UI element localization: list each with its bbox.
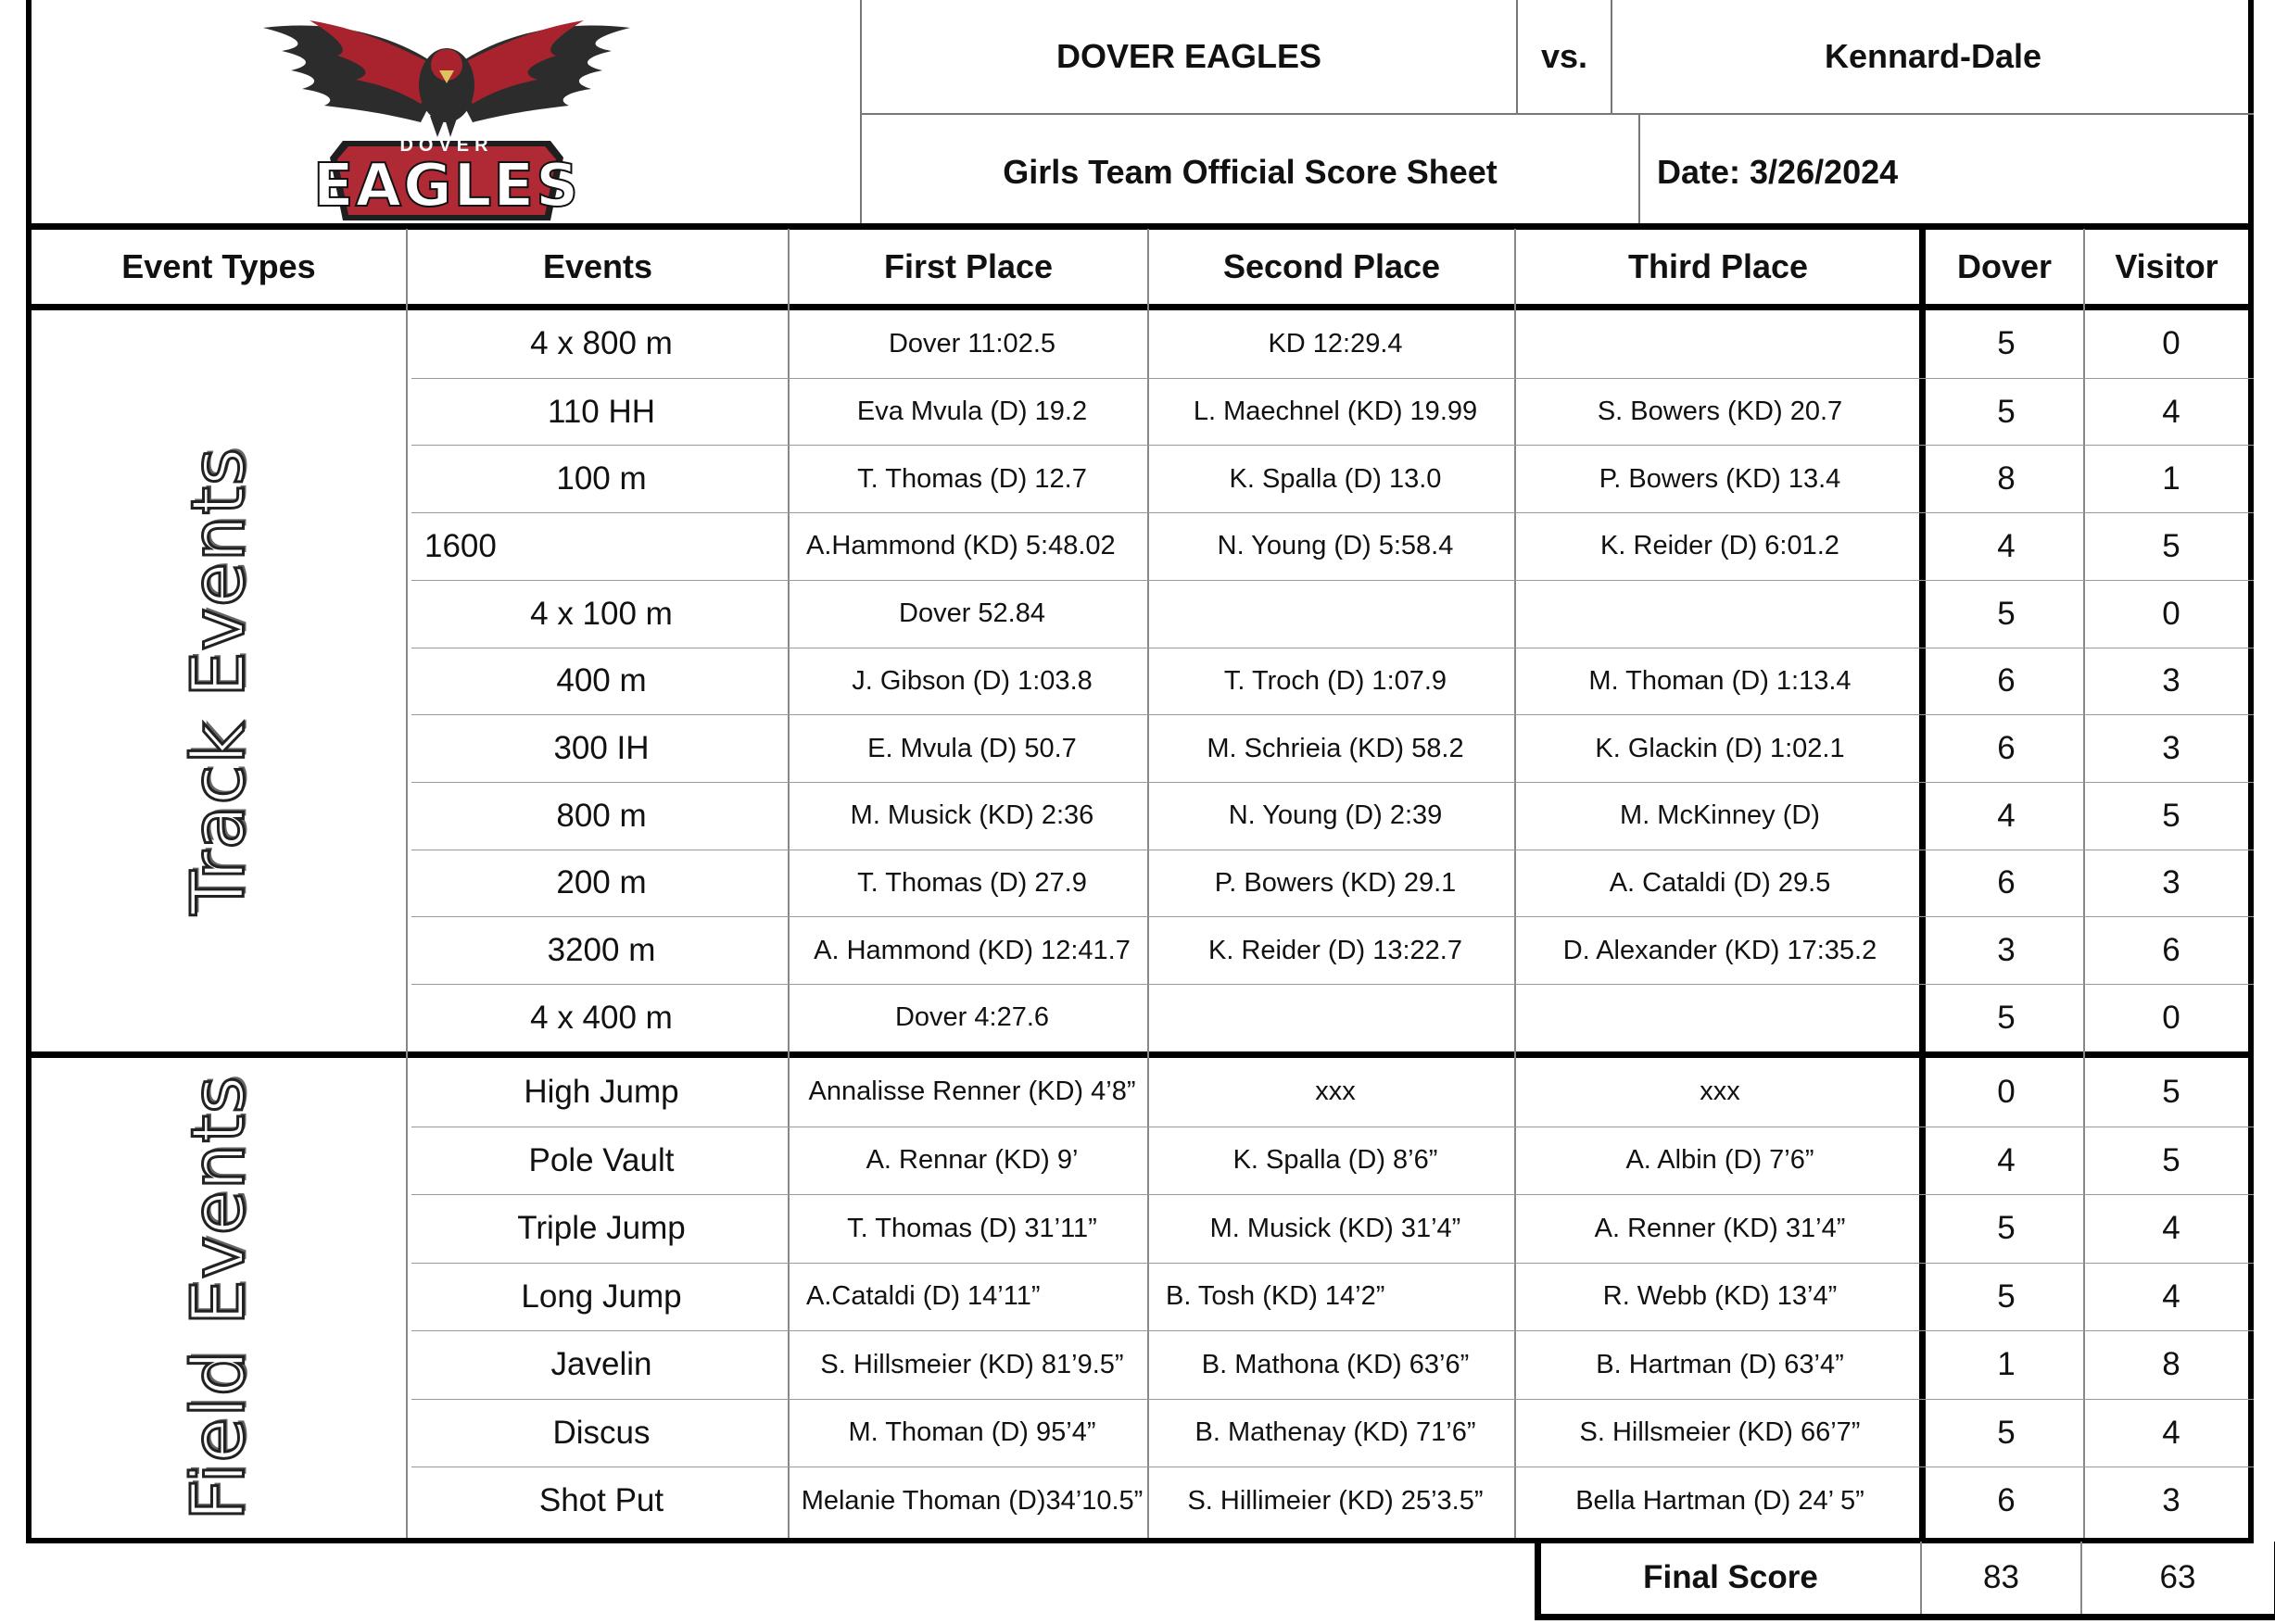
visitor-points: 4 (2162, 1278, 2180, 1315)
second-place: N. Young (D) 5:58.4 (1217, 531, 1454, 561)
final-score-dover: 83 (1983, 1559, 2019, 1595)
event-name: Pole Vault (528, 1141, 675, 1178)
table-row (411, 378, 2254, 446)
second-place: S. Hillimeier (KD) 25’3.5” (1187, 1485, 1484, 1516)
event-name: Javelin (550, 1346, 652, 1383)
visitor-points: 0 (2162, 325, 2180, 362)
final-score-visitor: 63 (2159, 1559, 2196, 1595)
first-place: Melanie Thoman (D)34’10.5” (801, 1485, 1144, 1516)
visitor-points: 4 (2162, 393, 2180, 430)
visitor-points: 5 (2162, 1073, 2180, 1110)
third-place (1520, 581, 1920, 648)
first-place: Dover 11:02.5 (888, 328, 1056, 359)
second-place: B. Mathona (KD) 63’6” (1201, 1349, 1470, 1379)
visitor-team-name: Kennard-Dale (1824, 37, 2042, 75)
visitor-points: 3 (2162, 730, 2180, 767)
table-row (411, 580, 2254, 648)
event-name: 300 IH (553, 730, 650, 767)
third-place: K. Glackin (D) 1:02.1 (1595, 733, 1845, 763)
dover-points: 5 (1997, 1210, 2016, 1247)
third-place (1520, 985, 1920, 1051)
second-place: xxx (1315, 1076, 1356, 1107)
third-place: M. Thoman (D) 1:13.4 (1588, 665, 1852, 696)
dover-points: 6 (1997, 864, 2016, 901)
third-place: P. Bowers (KD) 13.4 (1599, 463, 1841, 494)
event-name: 4 x 400 m (530, 999, 673, 1036)
dover-points: 4 (1997, 1141, 2016, 1178)
dover-points: 0 (1997, 1073, 2016, 1110)
dover-points: 3 (1997, 932, 2016, 969)
sheet-title: Girls Team Official Score Sheet (1003, 152, 1498, 191)
event-name: 4 x 100 m (530, 595, 673, 632)
dover-points: 5 (1997, 999, 2016, 1036)
col-header-first-place: First Place (883, 247, 1054, 285)
table-row (411, 1194, 2254, 1263)
third-place: Bella Hartman (D) 24’ 5” (1575, 1485, 1864, 1516)
dover-points: 4 (1997, 527, 2016, 564)
third-place: B. Hartman (D) 63’4” (1596, 1349, 1844, 1379)
first-place: Dover 52.84 (899, 598, 1045, 629)
table-row (411, 1263, 2254, 1331)
first-place: M. Thoman (D) 95’4” (848, 1417, 1096, 1448)
second-place: P. Bowers (KD) 29.1 (1214, 867, 1457, 898)
logo-text-large: EAGLES (312, 152, 581, 220)
visitor-points: 8 (2162, 1346, 2180, 1383)
third-place: xxx (1700, 1076, 1740, 1107)
event-name: 4 x 800 m (530, 325, 673, 362)
event-name: 1600 (424, 527, 497, 564)
table-row (411, 648, 2254, 715)
dover-points: 4 (1997, 797, 2016, 834)
col-header-events: Events (542, 247, 653, 285)
second-place: KD 12:29.4 (1268, 328, 1403, 359)
visitor-points: 6 (2162, 932, 2180, 969)
vs-label: vs. (1540, 37, 1588, 75)
dover-points: 5 (1997, 1414, 2016, 1451)
second-place: K. Reider (D) 13:22.7 (1207, 935, 1462, 965)
second-place: M. Schrieia (KD) 58.2 (1207, 733, 1464, 763)
dover-points: 6 (1997, 730, 2016, 767)
dover-points: 1 (1997, 1346, 2016, 1383)
score-table (26, 229, 2254, 1543)
third-place: S. Hillsmeier (KD) 66’7” (1579, 1417, 1861, 1448)
dover-points: 8 (1997, 460, 2016, 497)
dover-points: 5 (1997, 393, 2016, 430)
final-score-box (1535, 1542, 2275, 1620)
table-row (411, 512, 2254, 580)
event-name: 100 m (556, 460, 647, 497)
first-place: J. Gibson (D) 1:03.8 (852, 665, 1093, 696)
first-place: A.Cataldi (D) 14’11” (806, 1281, 1041, 1312)
second-place (1153, 581, 1518, 648)
table-row (411, 310, 2254, 378)
first-place: T. Thomas (D) 12.7 (857, 463, 1087, 494)
third-place: K. Reider (D) 6:01.2 (1600, 531, 1839, 561)
event-name: Long Jump (521, 1278, 682, 1315)
table-row (411, 984, 2254, 1051)
event-name: Shot Put (538, 1482, 664, 1519)
field-events-label: Field Events (177, 1075, 261, 1521)
track-events-label: Track Events (177, 447, 261, 915)
third-place: D. Alexander (KD) 17:35.2 (1562, 935, 1877, 965)
event-name: Triple Jump (517, 1210, 686, 1247)
col-header-event-types: Event Types (121, 247, 316, 285)
visitor-points: 4 (2162, 1210, 2180, 1247)
dover-points: 6 (1997, 1482, 2016, 1519)
first-place: E. Mvula (D) 50.7 (867, 733, 1077, 763)
first-place: M. Musick (KD) 2:36 (850, 800, 1094, 831)
table-row (411, 1330, 2254, 1399)
dover-eagles-logo (32, 0, 860, 229)
dover-points: 5 (1997, 325, 2016, 362)
col-header-second-place: Second Place (1222, 247, 1441, 285)
first-place: A. Hammond (KD) 12:41.7 (814, 935, 1131, 965)
table-row (411, 916, 2254, 984)
second-place: T. Troch (D) 1:07.9 (1223, 665, 1447, 696)
final-score-label: Final Score (1643, 1559, 1818, 1595)
first-place: S. Hillsmeier (KD) 81’9.5” (820, 1349, 1124, 1379)
third-place: M. McKinney (D) (1620, 800, 1820, 831)
dover-points: 5 (1997, 595, 2016, 632)
event-name: Discus (552, 1414, 651, 1451)
visitor-points: 3 (2162, 662, 2180, 699)
first-place: Annalisse Renner (KD) 4’8” (808, 1076, 1136, 1107)
third-place: A. Cataldi (D) 29.5 (1609, 867, 1831, 898)
third-place (1520, 310, 1920, 378)
second-place (1153, 985, 1518, 1051)
first-place: Eva Mvula (D) 19.2 (856, 397, 1088, 427)
second-place: B. Tosh (KD) 14’2” (1166, 1281, 1385, 1312)
visitor-points: 5 (2162, 527, 2180, 564)
third-place: R. Webb (KD) 13’4” (1602, 1281, 1838, 1312)
table-row (411, 1127, 2254, 1195)
table-row (411, 850, 2254, 917)
visitor-points: 3 (2162, 864, 2180, 901)
visitor-points: 5 (2162, 1141, 2180, 1178)
event-name: 800 m (556, 797, 647, 834)
logo-area (32, 0, 860, 229)
second-place: L. Maechnel (KD) 19.99 (1193, 397, 1478, 427)
col-header-visitor: Visitor (2115, 247, 2218, 285)
visitor-points: 1 (2162, 460, 2180, 497)
event-name: 3200 m (547, 932, 656, 969)
logo-text-small: DOVER (399, 135, 494, 156)
table-row (411, 1058, 2254, 1127)
second-place: B. Mathenay (KD) 71’6” (1194, 1417, 1476, 1448)
dover-points: 5 (1997, 1278, 2016, 1315)
event-name: 200 m (556, 864, 647, 901)
dover-points: 6 (1997, 662, 2016, 699)
table-row (411, 782, 2254, 850)
first-place: T. Thomas (D) 31’11” (847, 1213, 1097, 1243)
first-place: Dover 4:27.6 (894, 1002, 1050, 1033)
event-name: 400 m (556, 662, 647, 699)
visitor-points: 5 (2162, 797, 2180, 834)
second-place: N. Young (D) 2:39 (1228, 800, 1443, 831)
second-place: K. Spalla (D) 13.0 (1229, 463, 1442, 494)
eagle-icon (263, 20, 630, 137)
third-place: S. Bowers (KD) 20.7 (1597, 397, 1843, 427)
table-row (411, 1467, 2254, 1535)
event-name: 110 HH (547, 393, 656, 430)
col-header-third-place: Third Place (1627, 247, 1809, 285)
first-place: T. Thomas (D) 27.9 (857, 867, 1087, 898)
first-place: A.Hammond (KD) 5:48.02 (806, 531, 1116, 561)
event-name: High Jump (524, 1073, 679, 1110)
second-place: K. Spalla (D) 8’6” (1232, 1145, 1438, 1176)
table-row (411, 445, 2254, 512)
first-place: A. Rennar (KD) 9’ (866, 1145, 1079, 1176)
visitor-points: 0 (2162, 999, 2180, 1036)
meet-date: Date: 3/26/2024 (1657, 152, 1899, 191)
table-row (411, 714, 2254, 782)
table-row (411, 1399, 2254, 1467)
visitor-points: 0 (2162, 595, 2180, 632)
sheet-header (26, 0, 2254, 229)
third-place: A. Albin (D) 7’6” (1625, 1145, 1814, 1176)
second-place: M. Musick (KD) 31’4” (1209, 1213, 1461, 1243)
third-place: A. Renner (KD) 31’4” (1594, 1213, 1846, 1243)
visitor-points: 3 (2162, 1482, 2180, 1519)
home-team-name: DOVER EAGLES (1055, 37, 1322, 75)
col-header-dover: Dover (1956, 247, 2053, 285)
visitor-points: 4 (2162, 1414, 2180, 1451)
